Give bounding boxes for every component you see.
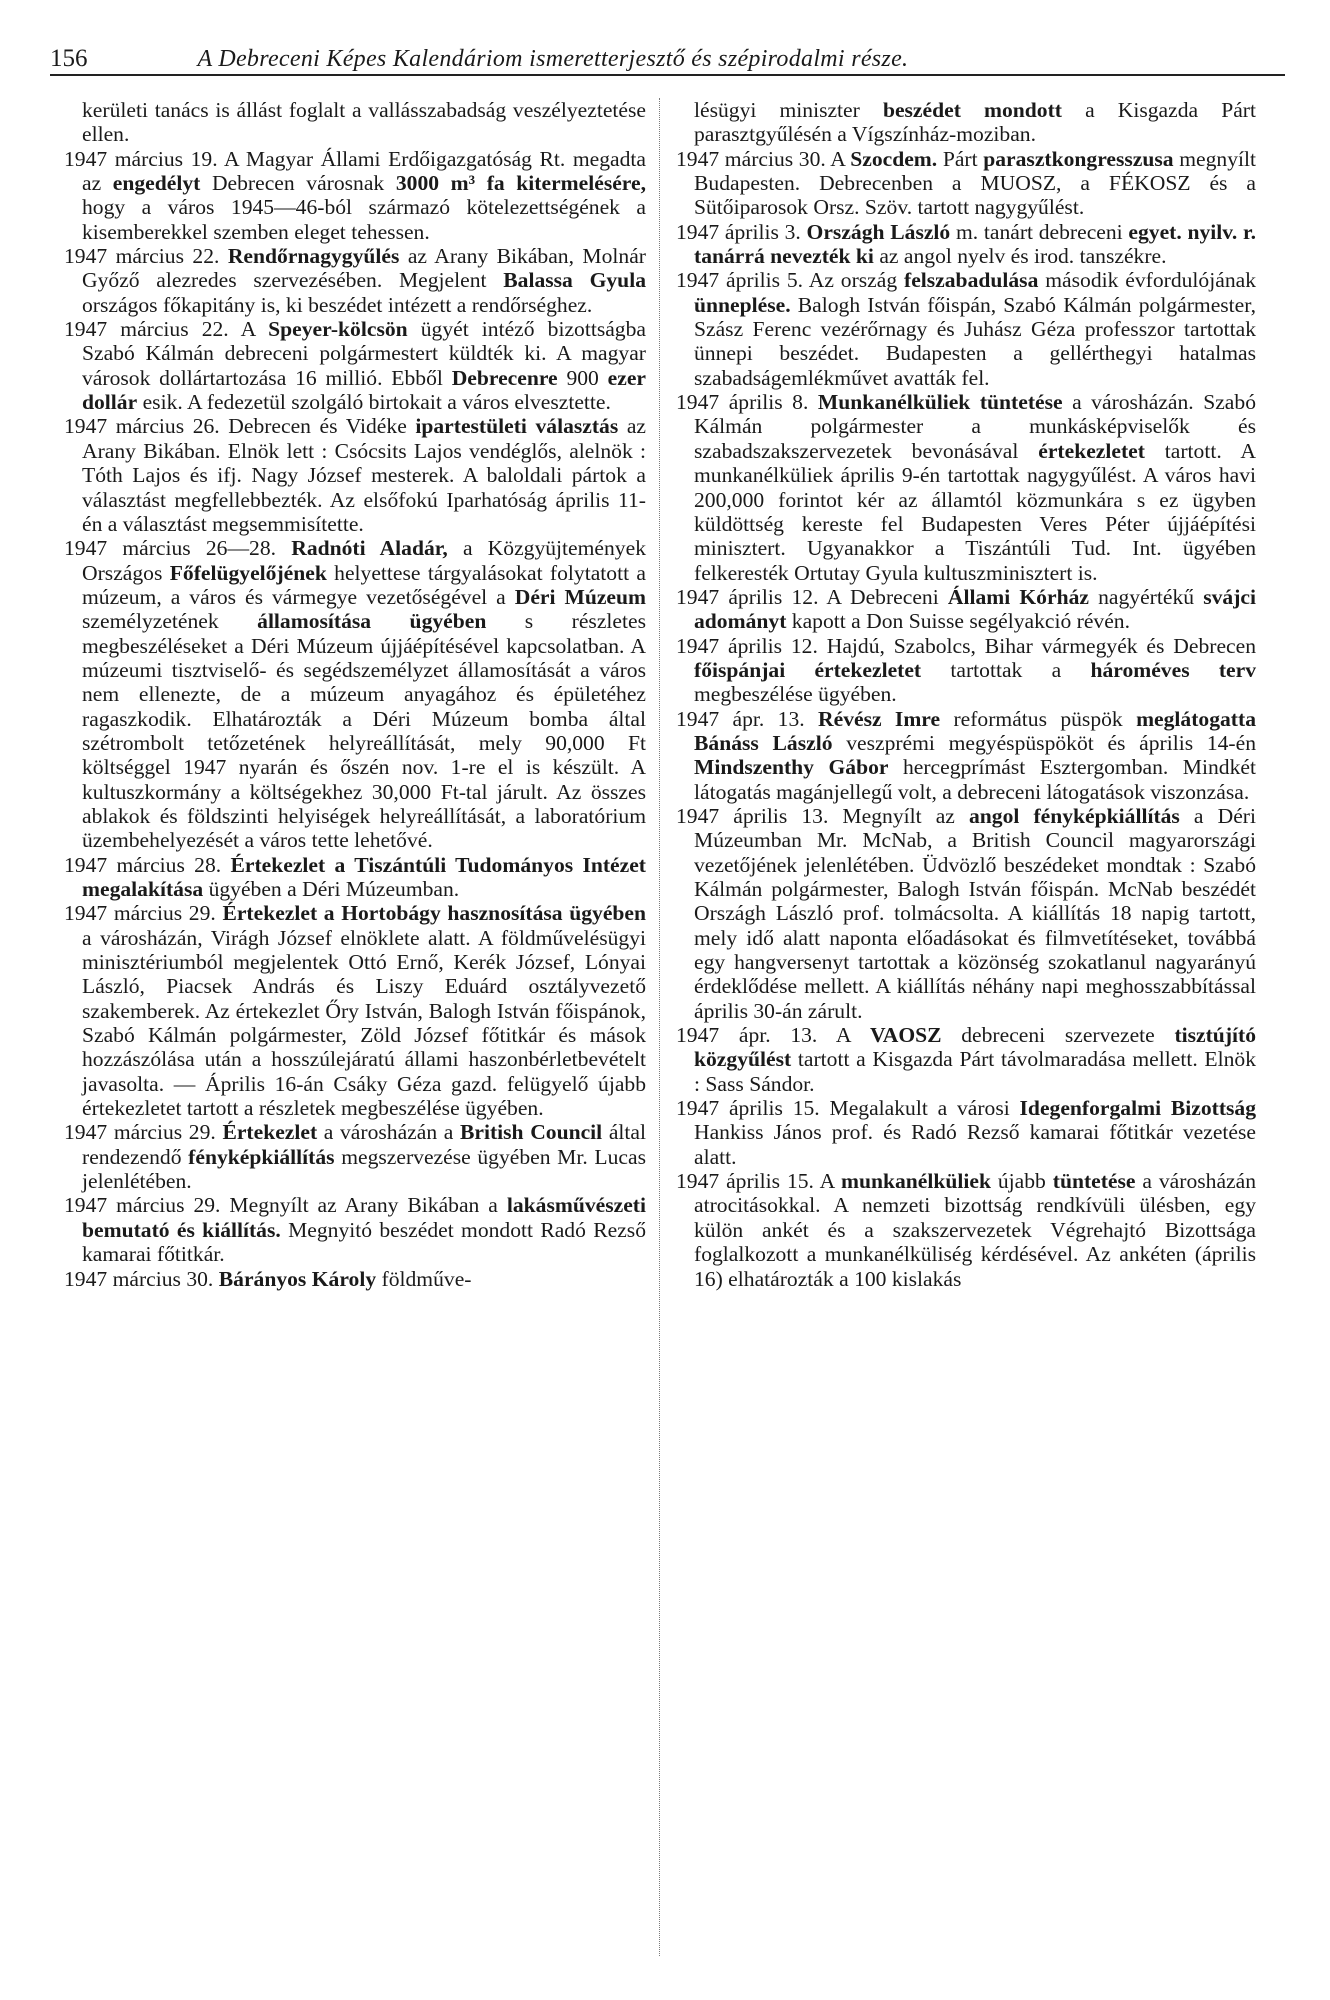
entry-text: Debrecen városnak	[200, 171, 396, 196]
continued-text	[676, 98, 1256, 147]
emphasis-text: parasztkongresszusa	[983, 146, 1174, 171]
right-column	[676, 98, 1256, 1291]
left-column	[64, 98, 646, 1291]
emphasis-text: fényképkiállítás	[188, 1144, 335, 1169]
entry-text: tartottak a	[921, 657, 1091, 682]
emphasis-text: svájci adományt	[694, 584, 1256, 634]
emphasis-text: Munkanélküliek tüntetése	[817, 390, 1063, 415]
entry-text: m. tanárt debreceni	[950, 219, 1129, 244]
entry-date: 1947 március 29.	[64, 1193, 221, 1218]
entry-date: 1947 március 22.	[64, 244, 220, 269]
emphasis-text: Idegenforgalmi Bizottság	[1019, 1096, 1257, 1121]
entry-text: országos főkapitány is, ki beszédet intézett a rendőrséghez.	[82, 292, 593, 317]
page-header	[50, 38, 1285, 76]
entry-date: 1947 április 8.	[676, 390, 809, 415]
emphasis-text: tisztújító közgyűlést	[694, 1023, 1256, 1072]
entry-text: s részletes megbeszéléseket a Déri Múzeum újjáépítésével kapcsolatban. A múzeumi tisztviselő- és segédszemélyzet államosítását a város nem ellenezte, de a múzeum anyagához és épületéhez ragaszkodik. Elhatározták a Déri Múzeum bomba által szétrombolt tetőzetének helyreállítását, mely 90,000 Ft költséggel 1947 nyarán és őszén nov. 1-re el is készült. A kultuszkormány a költségekhez 30,000 Ft-tal járult. Az összes ablakok és földszinti helyiségek helyreállítását, a laboratórium üzembehelyezését a város tette lehetővé.	[82, 609, 646, 853]
entry-date: 1947 április 3.	[676, 219, 801, 244]
chronicle-entry	[676, 634, 1256, 707]
emphasis-text: Révész Imre	[818, 706, 941, 731]
entry-date: 1947 ápr. 13.	[676, 706, 805, 731]
entry-date: 1947 március 28.	[64, 852, 222, 877]
emphasis-text: államosítása ügyében	[257, 609, 487, 634]
entry-text: kapott a Don Suisse segélyakció révén.	[786, 609, 1131, 634]
entry-text: kerületi tanács is állást foglalt a vallásszabadság veszélyeztetése ellen.	[82, 98, 646, 147]
entry-text: ügyében a Déri Múzeumban.	[203, 877, 460, 901]
entry-text: földműve-	[376, 1266, 472, 1291]
entry-text	[808, 390, 818, 414]
chronicle-entry	[676, 707, 1256, 804]
chronicle-entry	[64, 853, 646, 902]
entry-date: 1947 április 5.	[676, 268, 804, 293]
entry-text: a Közgyüjtemények Országos	[82, 536, 646, 585]
entry-date: 1947 ápr. 13.	[676, 1023, 818, 1048]
entry-text: Megnyitó beszédet mondott Radó Rezső kamarai főtitkár.	[82, 1217, 646, 1267]
entry-text: a városházán atrocitásokkal. A nemzeti bizottság rendkívüli ülésben, egy külön ankét és a szakszervezetek Végrehajtó Bizottsága foglalkozott a munkanélküliség kérdésével. Az ankéten (április 16) elhatározták a 100 kislakás	[694, 1169, 1256, 1291]
emphasis-text: egyet. nyilv. r. tanárrá nevezték ki	[694, 219, 1256, 269]
entry-text: megbeszélése ügyében.	[694, 682, 897, 707]
chronicle-entry	[676, 1096, 1256, 1169]
entry-text: tartott. A munkanélküliek április 9-én tartottak nagygyűlést. A város havi 200,000 forintot kér az államtól közmunkára s ez ügyben küldöttség kereste fel Budapesten Veres Péter újjáépítési minisztert. Ugyanakkor a Tiszántúli Tud. Int. ügyében felkeresték Ortutay Gyula kultuszminisztert is.	[694, 438, 1256, 585]
emphasis-text: angol fényképkiállítás	[968, 803, 1180, 828]
emphasis-text: Országh László	[806, 219, 951, 244]
emphasis-text: Speyer-kölcsön	[268, 317, 408, 342]
entry-text: Hajdú, Szabolcs, Bihar vármegyék és Debrecen	[817, 633, 1257, 658]
chronicle-entry	[676, 804, 1256, 1023]
entry-text: Balogh István főispán, Szabó Kálmán polgármester, Szász Ferenc vezérőrnagy és Juhász Géza professzor tartottak ünnepi beszédet. Budapesten a gellérthegyi hatalmas szabadságemlékművet avatták fel.	[694, 292, 1256, 390]
chronicle-entry	[64, 147, 646, 244]
column-divider	[659, 98, 660, 1956]
entry-text: Megnyílt az Arany Bikában a	[220, 1193, 507, 1218]
emphasis-text: ünneplése.	[694, 292, 791, 317]
emphasis-text: Főfelügyelőjének	[169, 560, 327, 585]
entry-text: A Magyar Állami Erdőigazgatóság Rt. megadta az	[82, 146, 646, 196]
emphasis-text: VAOSZ	[869, 1023, 942, 1048]
emphasis-text: Bárányos Károly	[218, 1266, 377, 1291]
emphasis-text: ezer dollár	[82, 365, 647, 415]
entry-date: 1947 március 29.	[64, 1120, 216, 1145]
entry-date: 1947 március 26.	[64, 414, 220, 439]
entry-date: 1947 március 26—28.	[64, 536, 277, 561]
entry-text: református püspök	[940, 706, 1137, 731]
entry-text: A	[813, 1169, 841, 1194]
entry-text: a városházán, Virágh József elnöklete alatt. A földművelésügyi minisztériumból megjelentek Ottó Ernő, Kerék József, Lónyai László, Piacsek András és Liszy Eduárd osztályvezető szakemberek. Az értekezlet Őry István, Balogh István főispánok, Szabó Kálmán polgármester, Zöld József főtitkár és mások hozzászólása után a hosszúlejáratú állami haszonbérletbevételt javasolta. — Április 16-án Csáky Géza gazd. felügyelő újabb értekezletet tartott a részletek megbeszélése ügyében.	[82, 925, 646, 1121]
entry-text: megszervezése ügyében Mr. Lucas jelenlétében.	[82, 1144, 646, 1194]
entry-text: a Kisgazda Párt parasztgyűlésén a Vígszínház-moziban.	[694, 98, 1256, 147]
entry-text	[219, 244, 227, 268]
emphasis-text: Értekezlet a Hortobágy hasznosítása ügyében	[222, 901, 647, 926]
emphasis-text: Déri Múzeum	[514, 584, 647, 609]
entry-text: Megnyílt az	[828, 803, 969, 828]
entry-date: 1947 április 12.	[676, 584, 819, 609]
entry-text: lésügyi miniszter	[694, 98, 883, 122]
emphasis-text: meglátogatta Bánáss László	[694, 706, 1256, 755]
chronicle-entry	[64, 317, 646, 414]
entry-text: hogy a város 1945—46-ból származó kötelezettségének a kisemberekkel szemben eleget tehessen.	[82, 195, 646, 244]
entry-text: helyettese tárgyalásokat folytatott a múzeum, a város és vármegye vezetőségével a	[82, 560, 646, 609]
entry-date: 1947 március 30.	[676, 146, 826, 171]
entry-text: ügyét intéző bizottságba Szabó Kálmán debreceni polgármestert küldték ki. A magyar városok dollártartozása 16 millió. Ebből	[82, 317, 646, 390]
emphasis-text: tüntetése	[1052, 1169, 1136, 1194]
emphasis-text: Radnóti Aladár,	[291, 536, 448, 561]
entry-text: Párt	[937, 146, 984, 171]
entry-text	[805, 707, 818, 731]
chronicle-entry	[64, 1267, 646, 1291]
entry-text: tartott a Kisgazda Párt távolmaradása mellett. Elnök : Sass Sándor.	[694, 1047, 1256, 1096]
entry-text: a városházán. Szabó Kálmán polgármester a munkásképviselők és szabadszakszervezetek bevonásával	[694, 390, 1256, 463]
entry-date: 1947 április 12.	[676, 633, 818, 658]
entry-text: A	[817, 1023, 870, 1048]
emphasis-text: hároméves terv	[1090, 657, 1257, 682]
entry-date: 1947 április 13.	[676, 803, 829, 828]
emphasis-text: Szocdem.	[850, 146, 938, 171]
chronicle-entry	[676, 147, 1256, 220]
entry-text: Hankiss János prof. és Radó Rezső kamarai főtitkár vezetése alatt.	[694, 1120, 1256, 1169]
entry-text: a városházán a	[317, 1120, 460, 1145]
chronicle-entry	[676, 1023, 1256, 1096]
entry-text: Debrecen és Vidéke	[219, 414, 416, 439]
entry-date: 1947 március 30.	[64, 1266, 214, 1291]
page-number: 156	[50, 45, 88, 72]
emphasis-text: lakásművészeti bemutató és kiállítás.	[82, 1193, 646, 1242]
chronicle-entry	[676, 220, 1256, 269]
emphasis-text: British Council	[459, 1120, 603, 1145]
entry-date: 1947 március 19.	[64, 146, 218, 171]
entry-text: debreceni szervezete	[941, 1023, 1175, 1048]
entry-date: 1947 április 15.	[676, 1096, 820, 1121]
emphasis-text: ipartestületi választás	[415, 414, 619, 439]
chronicle-entry	[676, 268, 1256, 390]
chronicle-entry	[64, 1193, 646, 1266]
entry-date: 1947 március 22.	[64, 317, 229, 342]
emphasis-text: munkanélküliek	[840, 1169, 991, 1194]
chronicle-entry	[676, 390, 1256, 585]
entry-text: Az ország	[803, 268, 904, 293]
entry-text: megnyílt Budapesten. Debrecenben a MUOSZ, a FÉKOSZ és a Sütőiparosok Orsz. Szöv. tartott nagygyűlést.	[694, 146, 1256, 220]
entry-text: Megalakult a városi	[819, 1096, 1020, 1121]
emphasis-text: értekezletet	[1038, 438, 1145, 463]
chronicle-entry	[64, 244, 646, 317]
entry-text	[276, 536, 291, 560]
chronicle-entry	[64, 1120, 646, 1193]
running-title: A Debreceni Képes Kalendáriom ismeretterjesztő és szépirodalmi része.	[197, 46, 909, 72]
chronicle-entry	[64, 414, 646, 536]
entry-text: hercegprímást Esztergomban. Mindkét látogatás magánjellegű volt, a debreceni látogatások viszonzása.	[694, 755, 1256, 804]
entry-text: A	[825, 146, 851, 171]
entry-text: által rendezendő	[82, 1120, 646, 1169]
emphasis-text: felszabadulása	[904, 268, 1039, 293]
emphasis-text: Értekezlet	[222, 1120, 318, 1145]
entry-text: személyzetének	[82, 609, 258, 634]
entry-text: újabb	[990, 1169, 1053, 1194]
entry-text: esik. A fedezetül szolgáló birtokait a város elvesztette.	[137, 390, 611, 415]
emphasis-text: beszédet mondott	[882, 98, 1062, 122]
emphasis-text: 3000 m³ fa kitermelésére,	[395, 171, 646, 196]
chronicle-entry	[676, 1169, 1256, 1291]
continued-text	[64, 98, 646, 147]
chronicle-entry	[64, 901, 646, 1120]
emphasis-text: Értekezlet a Tiszántúli Tudományos Intézet megalakítása	[82, 852, 646, 901]
emphasis-text: Debrecenre	[451, 365, 558, 390]
entry-text: A Debreceni	[818, 584, 948, 609]
emphasis-text: Rendőrnagygyűlés	[227, 244, 400, 269]
emphasis-text: főispánjai értekezletet	[694, 657, 922, 682]
emphasis-text: Balassa Gyula	[503, 268, 646, 293]
emphasis-text: engedélyt	[112, 171, 201, 196]
entry-text: a Déri Múzeumban Mr. McNab, a British Council magyarországi vezetőjének jelenlétében. Üdvözlő beszédeket mondtak : Szabó Kálmán polgármester, Balogh István főispán. McNab beszédét Országh László prof. tolmácsolta. A kiállítás 18 napig tartott, mely idő alatt naponta előadásokat és filmvetítéseket, továbbá egy hangversenyt tartottak a közönség szokatlanul nagyarányú érdeklődése mellett. A kiállítás néhány napi meghosszabbítással április 30-án zárult.	[694, 803, 1256, 1023]
entry-date: 1947 április 15.	[676, 1169, 814, 1194]
emphasis-text: Mindszenthy Gábor	[694, 755, 889, 780]
entry-text: az Arany Bikában. Elnök lett : Csócsits Lajos vendéglős, alelnök : Tóth Lajos és ifj. Nagy József mesterek. A baloldali pártok a választást megfellebbezték. Az elsőfokú Iparhatóság április 11-én a választást megsemmisítette.	[82, 414, 646, 536]
entry-text: 900	[557, 365, 608, 390]
entry-date: 1947 március 29.	[64, 901, 216, 926]
entry-text: veszprémi megyéspüspököt és április 14-én	[832, 730, 1256, 755]
entry-text: nagyértékű	[1088, 584, 1204, 609]
emphasis-text: Állami Kórház	[947, 584, 1089, 609]
entry-text: az angol nyelv és irod. tanszékre.	[873, 244, 1167, 269]
entry-text: az Arany Bikában, Molnár Győző alezredes szervezésében. Megjelent	[82, 244, 646, 293]
entry-text: második évfordulójának	[1038, 268, 1256, 293]
entry-text: A	[228, 317, 269, 342]
chronicle-entry	[676, 585, 1256, 634]
chronicle-entry	[64, 536, 646, 852]
